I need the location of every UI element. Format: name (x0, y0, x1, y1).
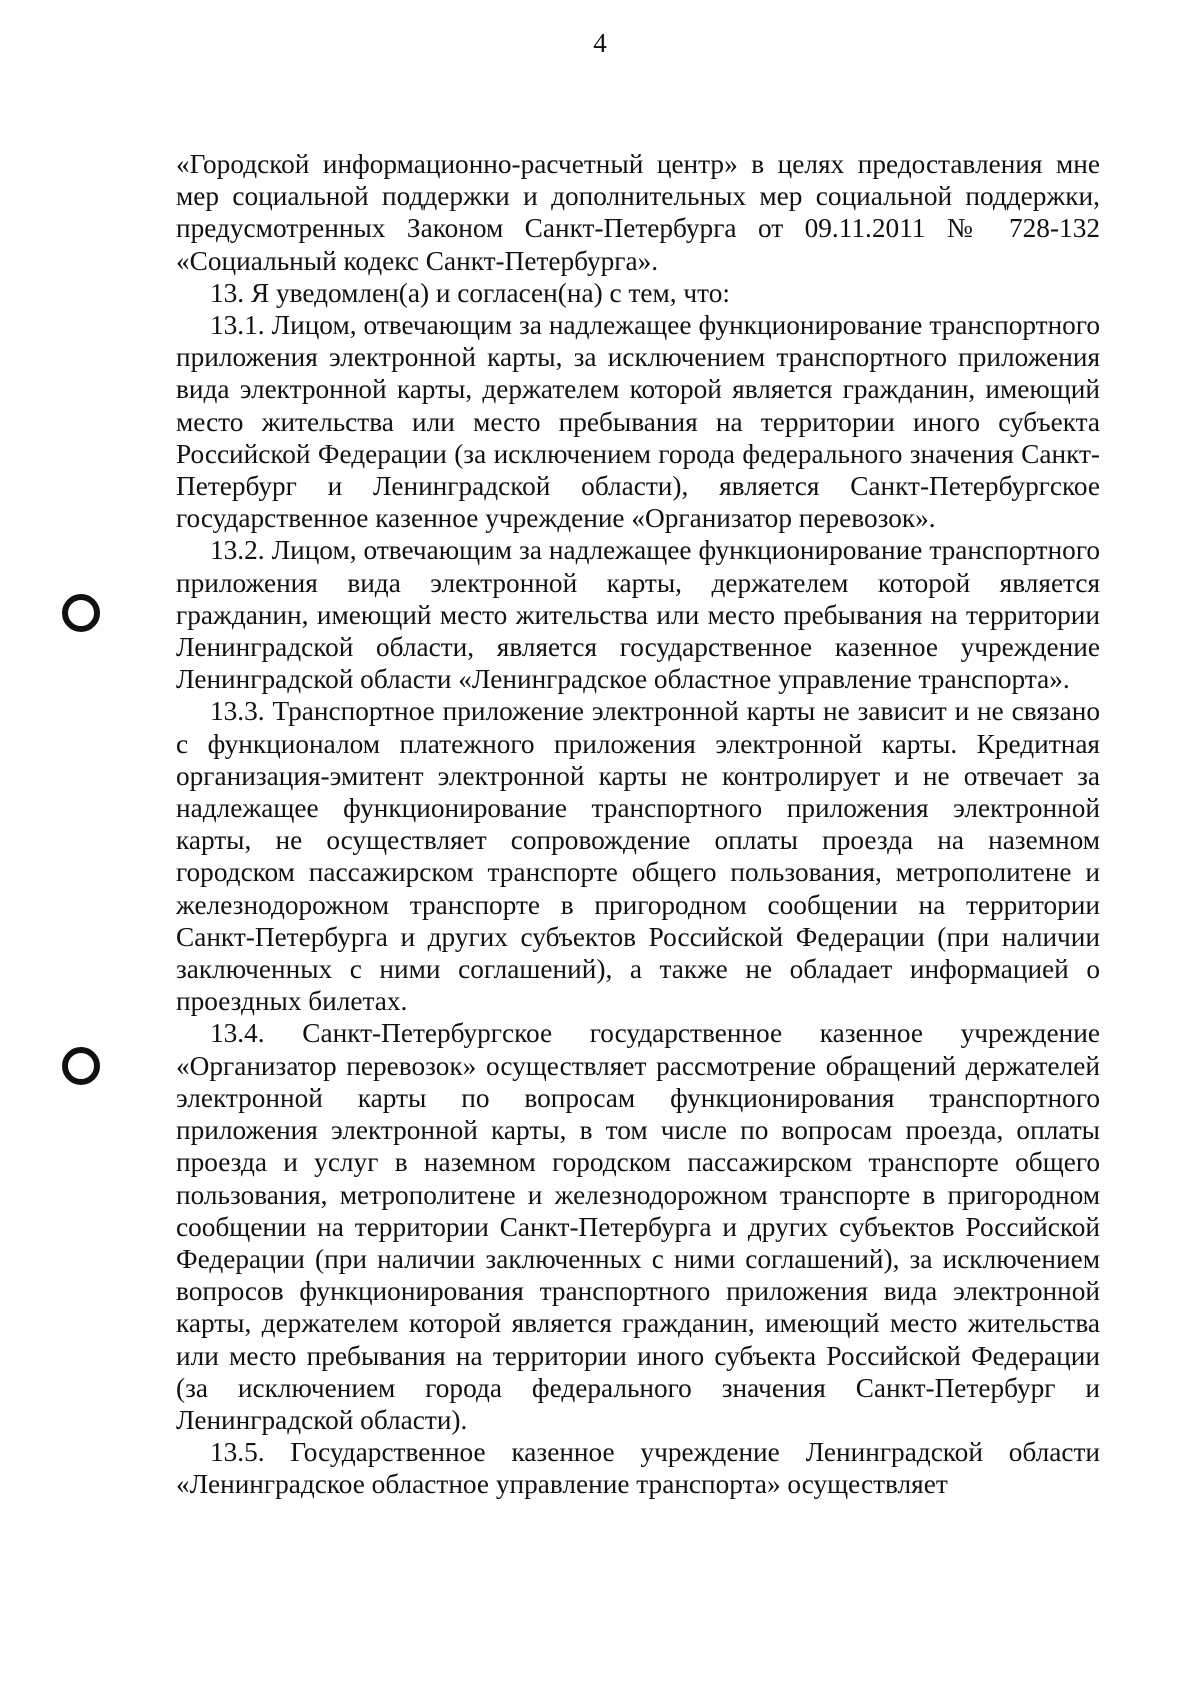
paragraph-13: 13. Я уведомлен(а) и согласен(на) с тем, что: (210, 277, 730, 308)
paragraph-13-3: 13.3. Транспортное приложение электронной карты не зависит и не связано с функционалом платежного приложения электронной карты. Кредитная организация-эмитент электронной карты не контролирует и не отвечает за надлежащее функционирование транспортного приложения электронной карты, не осуществляет сопровождение оплаты проезда на наземном городском пассажирском транспорте общего пользования, метрополитене и железнодорожном транспорте в пригородном сообщении на территории Санкт-Петербурга и других субъектов Российской Федерации (при наличии заключенных с ними соглашений), а также не обладает информацией о проездных билетах. (176, 696, 1100, 1017)
document-body (176, 148, 1100, 1501)
paragraph-13-5: 13.5. Государственное казенное учреждение Ленинградской области «Ленинградское областное управление транспорта» осуществляет (176, 1437, 1100, 1500)
punch-hole-icon (62, 594, 100, 632)
paragraph-13-1: 13.1. Лицом, отвечающим за надлежащее функционирование транспортного приложения электронной карты, за исключением транспортного приложения вида электронной карты, держателем которой является гражданин, имеющий место жительства или место пребывания на территории иного субъекта Российской Федерации (за исключением города федерального значения Санкт-Петербург и Ленинградской области), является Санкт-Петербургское государственное казенное учреждение «Организатор перевозок». (176, 310, 1100, 534)
paragraph-13-4: 13.4. Санкт-Петербургское государственное казенное учреждение «Организатор перевозок» осуществляет рассмотрение обращений держателей электронной карты по вопросам функционирования транспортного приложения электронной карты, в том числе по вопросам проезда, оплаты проезда и услуг в наземном городском пассажирском транспорте общего пользования, метрополитене и железнодорожном транспорте в пригородном сообщении на территории Санкт-Петербурга и других субъектов Российской Федерации (при наличии заключенных с ними соглашений), за исключением вопросов функционирования транспортного приложения вида электронной карты, держателем которой является гражданин, имеющий место жительства или место пребывания на территории иного субъекта Российской Федерации (за исключением города федерального значения Санкт-Петербург и Ленинградской области). (176, 1018, 1100, 1435)
page-number: 4 (593, 28, 607, 58)
punch-hole-icon (62, 1047, 100, 1085)
paragraph-continuation: «Городской информационно-расчетный центр» в целях предоставления мне мер социальной поддержки и дополнительных мер социальной поддержки, предусмотренных Законом Санкт-Петербурга от 09.11.2011 № 728-132 «Социальный кодекс Санкт-Петербурга». (176, 149, 1100, 276)
paragraph-13-2: 13.2. Лицом, отвечающим за надлежащее функционирование транспортного приложения вида электронной карты, держателем которой является гражданин, имеющий место жительства или место пребывания на территории Ленинградской области, является государственное казенное учреждение Ленинградской области «Ленинградское областное управление транспорта». (176, 535, 1100, 695)
